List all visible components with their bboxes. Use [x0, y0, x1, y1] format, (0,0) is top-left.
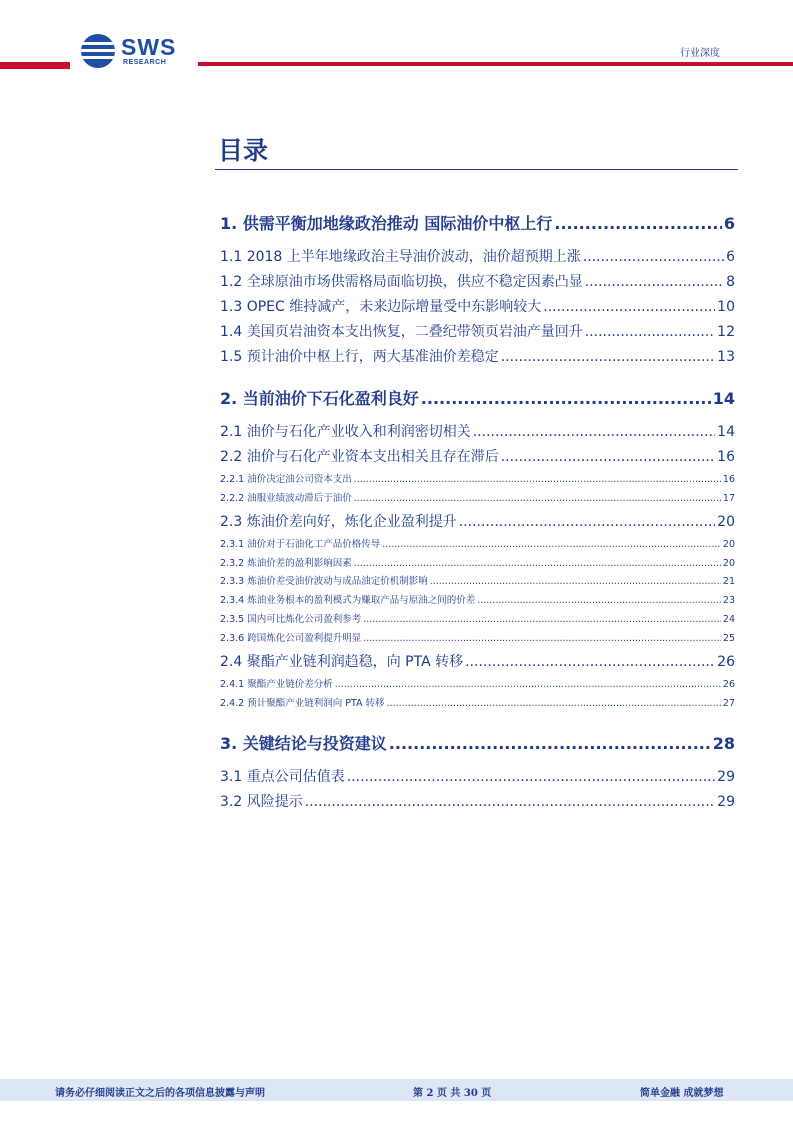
toc-entry[interactable]: 3.1 重点公司估值表 ..... 29 — [220, 766, 735, 786]
toc-entry[interactable]: 1. 供需平衡加地缘政治推动 国际油价中枢上行 ..... 6 — [220, 211, 735, 234]
toc-entry[interactable]: 3. 关键结论与投资建议 ..... 28 — [220, 731, 735, 754]
company-logo — [81, 34, 191, 74]
toc-entry[interactable]: 2.3 炼油价差向好，炼化企业盈利提升 ..... 20 — [220, 511, 735, 531]
toc-entry[interactable]: 1.5 预计油价中枢上行，两大基准油价差稳定 ..... 13 — [220, 346, 735, 366]
toc-entry[interactable]: 2. 当前油价下石化盈利良好 ..... 14 — [220, 386, 735, 409]
toc-entry[interactable]: 2.2.2 油服业绩波动滞后于油价 ..... 17 — [220, 490, 735, 504]
logo-wordmark: SWS — [121, 34, 177, 60]
header-accent-bar — [0, 62, 70, 69]
toc-entry[interactable]: 1.2 全球原油市场供需格局面临切换，供应不稳定因素凸显 ..... 8 — [220, 271, 735, 291]
toc-entry[interactable]: 2.3.1 油价对于石油化工产品价格传导 ..... 20 — [220, 536, 735, 550]
report-type: 行业深度 — [680, 48, 720, 59]
page-title: 目录 — [218, 136, 269, 165]
toc-entry[interactable]: 1.3 OPEC 维持减产，未来边际增量受中东影响较大 ..... 10 — [220, 296, 735, 316]
toc-entry[interactable]: 1.1 2018 上半年地缘政治主导油价波动，油价超预期上涨 ..... 6 — [220, 246, 735, 266]
toc-entry[interactable]: 2.3.5 国内可比炼化公司盈利参考 ..... 24 — [220, 611, 735, 625]
page-number: 第 2 页 共 30 页 — [413, 1088, 492, 1099]
toc-entry[interactable]: 2.2.1 油价决定油公司资本支出 ..... 16 — [220, 471, 735, 485]
toc-entry[interactable]: 2.1 油价与石化产业收入和利润密切相关 ..... 14 — [220, 421, 735, 441]
title-divider — [215, 169, 738, 170]
toc-entry[interactable]: 2.4.1 聚酯产业链价差分析 ..... 26 — [220, 676, 735, 690]
toc-entry[interactable]: 2.3.4 炼油业务根本的盈利模式为赚取产品与原油之间的价差 ..... 23 — [220, 592, 735, 606]
footer-slogan: 简单金融 成就梦想 — [640, 1088, 724, 1099]
toc-entry[interactable]: 1.4 美国页岩油资本支出恢复，二叠纪带领页岩油产量回升 ..... 12 — [220, 321, 735, 341]
toc-entry[interactable]: 2.4.2 预计聚酯产业链利润向 PTA 转移 ..... 27 — [220, 695, 735, 709]
toc-entry[interactable]: 2.3.3 炼油价差受油价波动与成品油定价机制影响 ..... 21 — [220, 573, 735, 587]
logo-subtitle: RESEARCH — [123, 59, 167, 66]
toc-entry[interactable]: 3.2 风险提示 ..... 29 — [220, 791, 735, 811]
toc-entry[interactable]: 2.3.6 跨国炼化公司盈利提升明显 ..... 25 — [220, 630, 735, 644]
toc-entry[interactable]: 2.3.2 炼油价差的盈利影响因素 ..... 20 — [220, 555, 735, 569]
toc-entry[interactable]: 2.4 聚酯产业链利润趋稳，向 PTA 转移 ..... 26 — [220, 651, 735, 671]
footer-disclaimer: 请务必仔细阅读正文之后的各项信息披露与声明 — [55, 1088, 265, 1099]
header-accent-bar-right — [198, 62, 793, 66]
logo-globe-icon — [81, 34, 115, 68]
toc-entry[interactable]: 2.2 油价与石化产业资本支出相关且存在滞后 ..... 16 — [220, 446, 735, 466]
